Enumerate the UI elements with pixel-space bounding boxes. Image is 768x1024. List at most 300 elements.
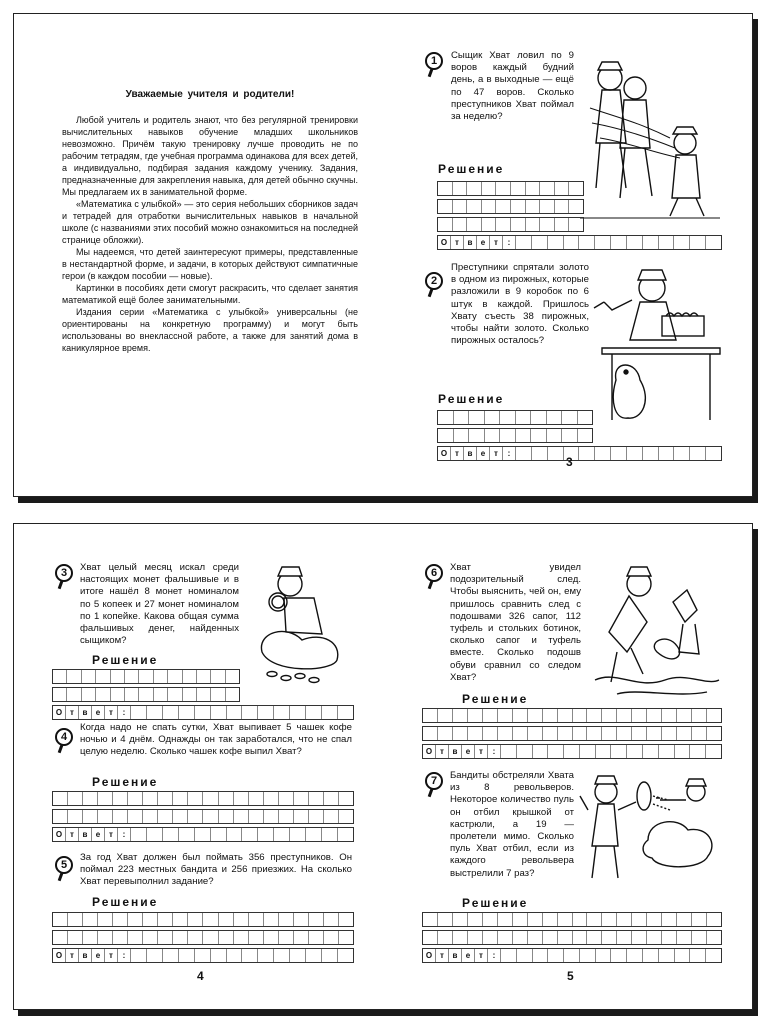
grid-cell — [555, 200, 570, 213]
answer-cell — [611, 745, 627, 758]
grid-cell — [540, 182, 555, 195]
grid-cell — [125, 688, 139, 701]
answer-cell — [501, 745, 517, 758]
grid-cell — [83, 810, 98, 823]
grid-cell — [662, 727, 677, 740]
task-text: Бандиты обстреляли Хвата из 8 револьверов. Некоторое количество пуль он отбил крышкой от кастрюли, а 19 — пролетели мимо. Сколько пуль Хват отбил, если из каждого револьвера выстрелили 7 раз? — [450, 770, 574, 879]
grid-cell — [498, 727, 513, 740]
answer-cell — [596, 745, 612, 758]
answer-label-letter: О — [53, 706, 66, 719]
grid-cell — [438, 913, 453, 926]
answer-cell — [611, 447, 627, 460]
grid-cell — [128, 792, 143, 805]
grid-cell — [279, 913, 294, 926]
grid-cell — [569, 200, 583, 213]
answer-label-letter: : — [118, 949, 131, 962]
grid-cell — [279, 810, 294, 823]
grid-cell — [528, 709, 543, 722]
grid-cell — [469, 429, 485, 442]
answer-cell — [706, 949, 721, 962]
grid-cell — [158, 792, 173, 805]
solution-label: Решение — [462, 692, 529, 706]
answer-cell — [674, 236, 690, 249]
grid-cell — [53, 931, 68, 944]
answer-cell — [548, 236, 564, 249]
grid-cell — [96, 688, 110, 701]
grid-cell — [496, 218, 511, 231]
answer-row — [437, 446, 722, 461]
answer-cell — [564, 236, 580, 249]
grid-cell — [168, 688, 182, 701]
answer-cell — [147, 949, 163, 962]
answer-cell — [290, 706, 306, 719]
solution-grid-row — [52, 912, 354, 927]
grid-cell — [324, 931, 339, 944]
task-number-badge: 3 — [55, 564, 73, 582]
answer-cell — [322, 828, 338, 841]
grid-cell — [98, 792, 113, 805]
answer-row — [52, 948, 354, 963]
task-3 — [52, 562, 354, 717]
page-number: 3 — [566, 455, 573, 469]
grid-cell — [249, 810, 264, 823]
answer-cell — [706, 745, 721, 758]
task-number-badge: 7 — [425, 772, 443, 790]
answer-label-letter: О — [423, 745, 436, 758]
grid-cell — [219, 931, 234, 944]
grid-cell — [234, 931, 249, 944]
grid-cell — [438, 411, 454, 424]
answer-cell — [179, 706, 195, 719]
grid-cell — [143, 810, 158, 823]
grid-cell — [692, 727, 707, 740]
intro-paragraph: «Математика с улыбкой» — это серия небольших сборников задач и тетрадей для отработки вычислительных навыков в начальной школе (с названиями этих пособий можно ознакомиться на последней странице обложки). — [62, 199, 358, 245]
grid-cell — [139, 670, 153, 683]
grid-cell — [197, 688, 211, 701]
grid-cell — [68, 792, 83, 805]
grid-cell — [143, 792, 158, 805]
grid-cell — [98, 931, 113, 944]
solution-grid-row — [422, 912, 722, 927]
grid-cell — [498, 931, 513, 944]
grid-cell — [482, 182, 497, 195]
solution-label: Решение — [92, 653, 159, 667]
grid-cell — [264, 792, 279, 805]
grid-cell — [453, 218, 468, 231]
grid-cell — [226, 688, 239, 701]
answer-cell — [548, 745, 564, 758]
answer-cell — [211, 828, 227, 841]
answer-cell — [579, 447, 595, 460]
grid-cell — [528, 931, 543, 944]
grid-cell — [98, 810, 113, 823]
answer-cell — [690, 236, 706, 249]
grid-cell — [562, 429, 578, 442]
answer-cell — [564, 949, 580, 962]
grid-cell — [68, 931, 83, 944]
answer-cell — [147, 828, 163, 841]
grid-cell — [324, 913, 339, 926]
grid-cell — [264, 810, 279, 823]
grid-cell — [234, 792, 249, 805]
grid-cell — [467, 200, 482, 213]
grid-cell — [692, 931, 707, 944]
solution-grid-row — [52, 687, 240, 702]
grid-cell — [98, 913, 113, 926]
solution-label: Решение — [438, 162, 505, 176]
answer-row — [437, 235, 722, 250]
answer-label-letter: е — [477, 236, 490, 249]
answer-cell — [147, 706, 163, 719]
answer-label-letter: т — [475, 745, 488, 758]
grid-cell — [173, 792, 188, 805]
grid-cell — [587, 931, 602, 944]
answer-cell — [338, 828, 353, 841]
grid-cell — [111, 670, 125, 683]
answer-cell — [690, 447, 706, 460]
task-7 — [422, 770, 722, 960]
grid-cell — [234, 810, 249, 823]
grid-cell — [617, 727, 632, 740]
answer-cell — [532, 236, 548, 249]
detective-comparing-footprints-illustration — [587, 562, 722, 702]
grid-cell — [483, 727, 498, 740]
answer-label-letter: т — [451, 236, 464, 249]
grid-cell — [558, 709, 573, 722]
grid-cell — [423, 709, 438, 722]
grid-cell — [540, 200, 555, 213]
answer-label-letter: т — [490, 447, 503, 460]
grid-cell — [602, 727, 617, 740]
task-text: Хват целый месяц искал среди настоящих монет фальшивые и в итоге нашёл 8 монет номиналом по 5 копеек и 27 монет номиналом по 1 копейке. Какова общая сумма фальшивых денег, найденных сыщиком? — [80, 562, 239, 647]
answer-cell — [517, 745, 533, 758]
answer-cell — [548, 949, 564, 962]
grid-cell — [662, 913, 677, 926]
answer-cell — [674, 447, 690, 460]
task-number-badge: 4 — [55, 728, 73, 746]
grid-cell — [483, 913, 498, 926]
solution-label: Решение — [438, 392, 505, 406]
answer-label-letter: О — [53, 828, 66, 841]
grid-cell — [632, 913, 647, 926]
answer-cell — [322, 706, 338, 719]
answer-cell — [163, 706, 179, 719]
grid-cell — [279, 792, 294, 805]
grid-cell — [528, 727, 543, 740]
answer-label-letter: е — [462, 949, 475, 962]
grid-cell — [203, 931, 218, 944]
grid-cell — [211, 688, 225, 701]
grid-cell — [531, 411, 547, 424]
answer-cell — [195, 706, 211, 719]
answer-cell — [595, 447, 611, 460]
answer-cell — [579, 236, 595, 249]
grid-cell — [53, 792, 68, 805]
grid-cell — [483, 709, 498, 722]
answer-row — [422, 744, 722, 759]
grid-cell — [468, 931, 483, 944]
answer-cell — [131, 706, 147, 719]
grid-cell — [647, 727, 662, 740]
task-6 — [422, 562, 722, 756]
answer-label-letter: т — [436, 949, 449, 962]
answer-label-letter: О — [438, 447, 451, 460]
answer-cell — [627, 949, 643, 962]
answer-label-letter: т — [475, 949, 488, 962]
grid-cell — [467, 182, 482, 195]
grid-cell — [339, 931, 353, 944]
grid-cell — [562, 411, 578, 424]
grid-cell — [511, 218, 526, 231]
answer-cell — [548, 447, 564, 460]
grid-cell — [526, 218, 541, 231]
grid-cell — [513, 709, 528, 722]
answer-cell — [290, 949, 306, 962]
grid-cell — [662, 931, 677, 944]
answer-label-letter: т — [105, 706, 118, 719]
task-text: Хват увидел подозрительный след. Чтобы выяснить, чей он, ему пришлось сравнить след с подошвами 326 сапог, 112 туфель и стольких ботинок, сколько сапог и туфель вместе. Сколько подошв обуви сравнил со следом Хват? — [450, 562, 581, 683]
answer-cell — [242, 706, 258, 719]
grid-cell — [83, 913, 98, 926]
grid-cell — [558, 913, 573, 926]
grid-cell — [707, 709, 721, 722]
grid-cell — [526, 200, 541, 213]
grid-cell — [482, 218, 497, 231]
answer-cell — [627, 745, 643, 758]
grid-cell — [68, 913, 83, 926]
grid-cell — [53, 913, 68, 926]
grid-cell — [143, 913, 158, 926]
solution-grid-row — [52, 809, 354, 824]
grid-cell — [82, 670, 96, 683]
answer-cell — [690, 745, 706, 758]
grid-cell — [531, 429, 547, 442]
grid-cell — [453, 727, 468, 740]
grid-cell — [113, 810, 128, 823]
grid-cell — [454, 411, 470, 424]
grid-cell — [309, 810, 324, 823]
grid-cell — [500, 411, 516, 424]
grid-cell — [587, 913, 602, 926]
grid-cell — [483, 931, 498, 944]
grid-cell — [197, 670, 211, 683]
grid-cell — [438, 709, 453, 722]
detective-catching-thieves-illustration — [580, 48, 722, 220]
answer-cell — [595, 236, 611, 249]
answer-cell — [643, 745, 659, 758]
grid-cell — [438, 200, 453, 213]
answer-label-letter: е — [92, 706, 105, 719]
grid-cell — [226, 670, 239, 683]
grid-cell — [573, 913, 588, 926]
answer-cell — [596, 949, 612, 962]
answer-cell — [227, 706, 243, 719]
grid-cell — [602, 913, 617, 926]
answer-cell — [659, 447, 675, 460]
answer-label-letter: е — [92, 828, 105, 841]
grid-cell — [692, 709, 707, 722]
grid-cell — [496, 182, 511, 195]
solution-grid-row — [52, 791, 354, 806]
grid-cell — [677, 727, 692, 740]
answer-cell — [533, 949, 549, 962]
grid-cell — [573, 727, 588, 740]
grid-cell — [438, 218, 453, 231]
answer-cell — [516, 236, 532, 249]
grid-cell — [558, 931, 573, 944]
answer-cell — [643, 447, 659, 460]
grid-cell — [707, 727, 721, 740]
grid-cell — [249, 792, 264, 805]
grid-cell — [173, 913, 188, 926]
grid-cell — [587, 727, 602, 740]
grid-cell — [485, 411, 501, 424]
grid-cell — [111, 688, 125, 701]
grid-cell — [617, 913, 632, 926]
detective-eating-cakes-illustration — [592, 260, 722, 425]
grid-cell — [219, 913, 234, 926]
answer-cell — [533, 745, 549, 758]
answer-cell — [611, 949, 627, 962]
grid-cell — [53, 670, 67, 683]
answer-label-letter: е — [477, 447, 490, 460]
grid-cell — [647, 931, 662, 944]
answer-cell — [690, 949, 706, 962]
grid-cell — [324, 792, 339, 805]
grid-cell — [113, 913, 128, 926]
answer-cell — [611, 236, 627, 249]
answer-cell — [306, 949, 322, 962]
grid-cell — [264, 913, 279, 926]
grid-cell — [547, 411, 563, 424]
answer-label-letter: т — [490, 236, 503, 249]
answer-cell — [675, 949, 691, 962]
task-5 — [52, 852, 354, 972]
solution-label: Решение — [462, 896, 529, 910]
answer-cell — [516, 447, 532, 460]
grid-cell — [453, 913, 468, 926]
grid-cell — [513, 727, 528, 740]
grid-cell — [219, 810, 234, 823]
grid-cell — [154, 670, 168, 683]
answer-cell — [258, 949, 274, 962]
answer-cell — [163, 949, 179, 962]
grid-cell — [279, 931, 294, 944]
grid-cell — [83, 792, 98, 805]
grid-cell — [158, 913, 173, 926]
grid-cell — [183, 670, 197, 683]
solution-grid-row — [422, 708, 722, 723]
grid-cell — [234, 913, 249, 926]
answer-row — [52, 827, 354, 842]
grid-cell — [540, 218, 555, 231]
grid-cell — [511, 182, 526, 195]
answer-label-letter: : — [488, 745, 501, 758]
grid-cell — [53, 810, 68, 823]
grid-cell — [543, 727, 558, 740]
intro-paragraph: Картинки в пособиях дети смогут раскрасить, что сделает занятия математикой ещё более занимательными. — [62, 283, 358, 305]
intro-title: Уважаемые учителя и родители! — [125, 89, 295, 100]
grid-cell — [128, 810, 143, 823]
grid-cell — [203, 913, 218, 926]
grid-cell — [677, 931, 692, 944]
answer-cell — [131, 949, 147, 962]
grid-cell — [249, 931, 264, 944]
answer-cell — [564, 745, 580, 758]
solution-label: Решение — [92, 895, 159, 909]
answer-cell — [274, 706, 290, 719]
intro-paragraph: Мы надеемся, что детей заинтересуют примеры, представленные в нестандартной форме, и задачи, в которых действуют симпатичные герои (в каждом пособии — новые). — [62, 247, 358, 281]
grid-cell — [617, 709, 632, 722]
solution-grid-row — [437, 199, 584, 214]
task-text: Когда надо не спать сутки, Хват выпивает 5 чашек кофе ночью и 4 днём. Однажды он так заработался, что не спал целую неделю. Сколько чашек кофе выпил Хват? — [80, 722, 352, 758]
grid-cell — [294, 931, 309, 944]
solution-grid-row — [437, 428, 593, 443]
task-number-badge: 5 — [55, 856, 73, 874]
grid-cell — [555, 182, 570, 195]
answer-label-letter: в — [79, 828, 92, 841]
grid-cell — [53, 688, 67, 701]
grid-cell — [498, 913, 513, 926]
answer-label-letter: в — [449, 745, 462, 758]
answer-cell — [706, 236, 721, 249]
grid-cell — [543, 931, 558, 944]
answer-label-letter: т — [66, 949, 79, 962]
answer-cell — [227, 949, 243, 962]
detective-deflecting-bullets-illustration — [578, 770, 722, 888]
grid-cell — [438, 727, 453, 740]
solution-grid-row — [52, 930, 354, 945]
grid-cell — [526, 182, 541, 195]
grid-cell — [569, 182, 583, 195]
answer-cell — [195, 828, 211, 841]
answer-cell — [659, 949, 675, 962]
answer-cell — [532, 447, 548, 460]
answer-row — [422, 948, 722, 963]
answer-cell — [242, 828, 258, 841]
grid-cell — [438, 429, 454, 442]
grid-cell — [294, 792, 309, 805]
answer-label-letter: в — [79, 706, 92, 719]
answer-label-letter: в — [464, 447, 477, 460]
answer-cell — [675, 745, 691, 758]
grid-cell — [309, 913, 324, 926]
grid-cell — [662, 709, 677, 722]
grid-cell — [454, 429, 470, 442]
grid-cell — [113, 931, 128, 944]
grid-cell — [438, 931, 453, 944]
answer-cell — [290, 828, 306, 841]
grid-cell — [547, 429, 563, 442]
grid-cell — [203, 792, 218, 805]
grid-cell — [692, 913, 707, 926]
answer-label-letter: : — [503, 447, 516, 460]
grid-cell — [467, 218, 482, 231]
grid-cell — [96, 670, 110, 683]
grid-cell — [513, 913, 528, 926]
answer-cell — [322, 949, 338, 962]
grid-cell — [158, 931, 173, 944]
answer-cell — [131, 828, 147, 841]
grid-cell — [339, 913, 353, 926]
grid-cell — [453, 200, 468, 213]
grid-cell — [468, 727, 483, 740]
grid-cell — [677, 913, 692, 926]
answer-label-letter: : — [503, 236, 516, 249]
book-spread-bottom — [13, 523, 753, 1010]
grid-cell — [173, 931, 188, 944]
grid-cell — [68, 810, 83, 823]
